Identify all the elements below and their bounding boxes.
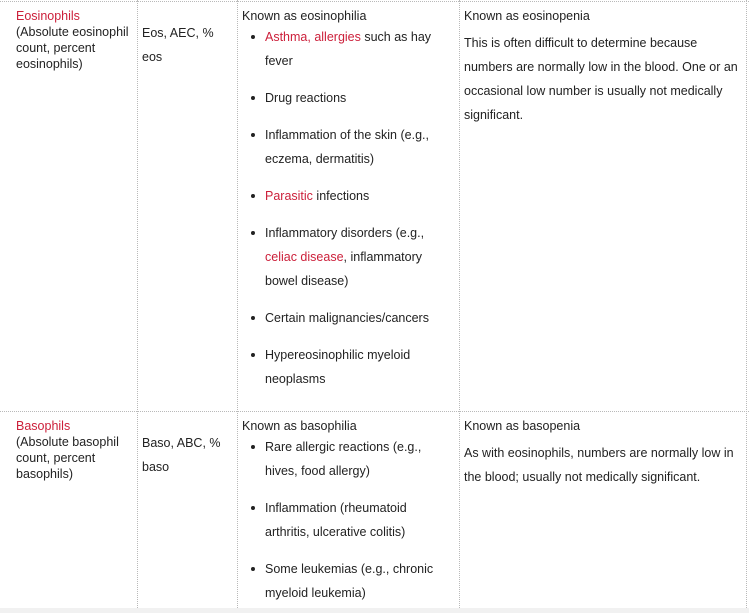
column-divider xyxy=(459,0,460,608)
basophils-low-cell xyxy=(464,418,740,489)
condition-link[interactable]: Asthma, allergies xyxy=(265,30,361,44)
column-divider xyxy=(237,0,238,608)
eosinophilia-causes-list xyxy=(242,25,454,391)
eosinophils-low-cell xyxy=(464,8,740,127)
list-item-text: Certain malignancies/cancers xyxy=(265,311,429,325)
eosinopenia-note: This is often difficult to determine because numbers are normally low in the blood. One or an occasional low number is usually not medically significant. xyxy=(464,36,738,122)
eosinophils-high-cell xyxy=(242,8,454,404)
list-item-text: Inflammation (rheumatoid arthritis, ulcerative colitis) xyxy=(265,501,407,539)
list-item xyxy=(242,86,454,110)
list-item xyxy=(242,184,454,208)
list-item xyxy=(242,435,454,483)
list-item xyxy=(242,123,454,171)
eosinophilia-heading: Known as eosinophilia xyxy=(242,9,367,23)
list-item-text: Inflammation of the skin (e.g., eczema, dermatitis) xyxy=(265,128,429,166)
list-item xyxy=(242,496,454,544)
list-item xyxy=(242,343,454,391)
list-item-text: Hypereosinophilic myeloid neoplasms xyxy=(265,348,411,386)
condition-link[interactable]: celiac disease xyxy=(265,250,344,264)
list-item-text: such as hay fever xyxy=(265,30,432,68)
basophils-abbreviations: Baso, ABC, % baso xyxy=(142,436,221,474)
eosinopenia-heading: Known as eosinopenia xyxy=(464,9,590,23)
list-item-text: Drug reactions xyxy=(265,91,347,105)
list-item-text: infections xyxy=(312,189,370,203)
list-item xyxy=(242,221,454,293)
list-item-text: Inflammatory disorders (e.g., xyxy=(265,226,425,240)
column-divider xyxy=(137,0,138,608)
column-divider xyxy=(746,0,747,608)
list-item xyxy=(242,306,454,330)
list-item-text: Rare allergic reactions (e.g., hives, food allergy) xyxy=(265,440,422,478)
basophilia-causes-list xyxy=(242,435,454,605)
eosinophils-link[interactable]: Eosinophils xyxy=(16,9,80,23)
table-row-eosinophils-name xyxy=(16,8,136,72)
basopenia-note: As with eosinophils, numbers are normally low in the blood; usually not medically significant. xyxy=(464,446,734,484)
basophils-high-cell xyxy=(242,418,454,608)
basopenia-heading: Known as basopenia xyxy=(464,419,581,433)
list-item-text: , inflammatory bowel disease) xyxy=(265,250,423,288)
list-item xyxy=(242,25,454,73)
table-row-basophils-name xyxy=(16,418,136,482)
basophilia-heading: Known as basophilia xyxy=(242,419,357,433)
row-divider xyxy=(0,1,749,2)
list-item-text: Some leukemias (e.g., chronic myeloid leukemia) xyxy=(265,562,434,600)
row-divider xyxy=(0,411,749,412)
basophils-subtitle: (Absolute basophil count, percent basophils) xyxy=(16,435,119,481)
eosinophils-subtitle: (Absolute eosinophil count, percent eosinophils) xyxy=(16,25,129,71)
basophils-link[interactable]: Basophils xyxy=(16,419,71,433)
condition-link[interactable]: Parasitic xyxy=(265,189,313,203)
eosinophils-abbreviations: Eos, AEC, % eos xyxy=(142,26,214,64)
list-item xyxy=(242,557,454,605)
